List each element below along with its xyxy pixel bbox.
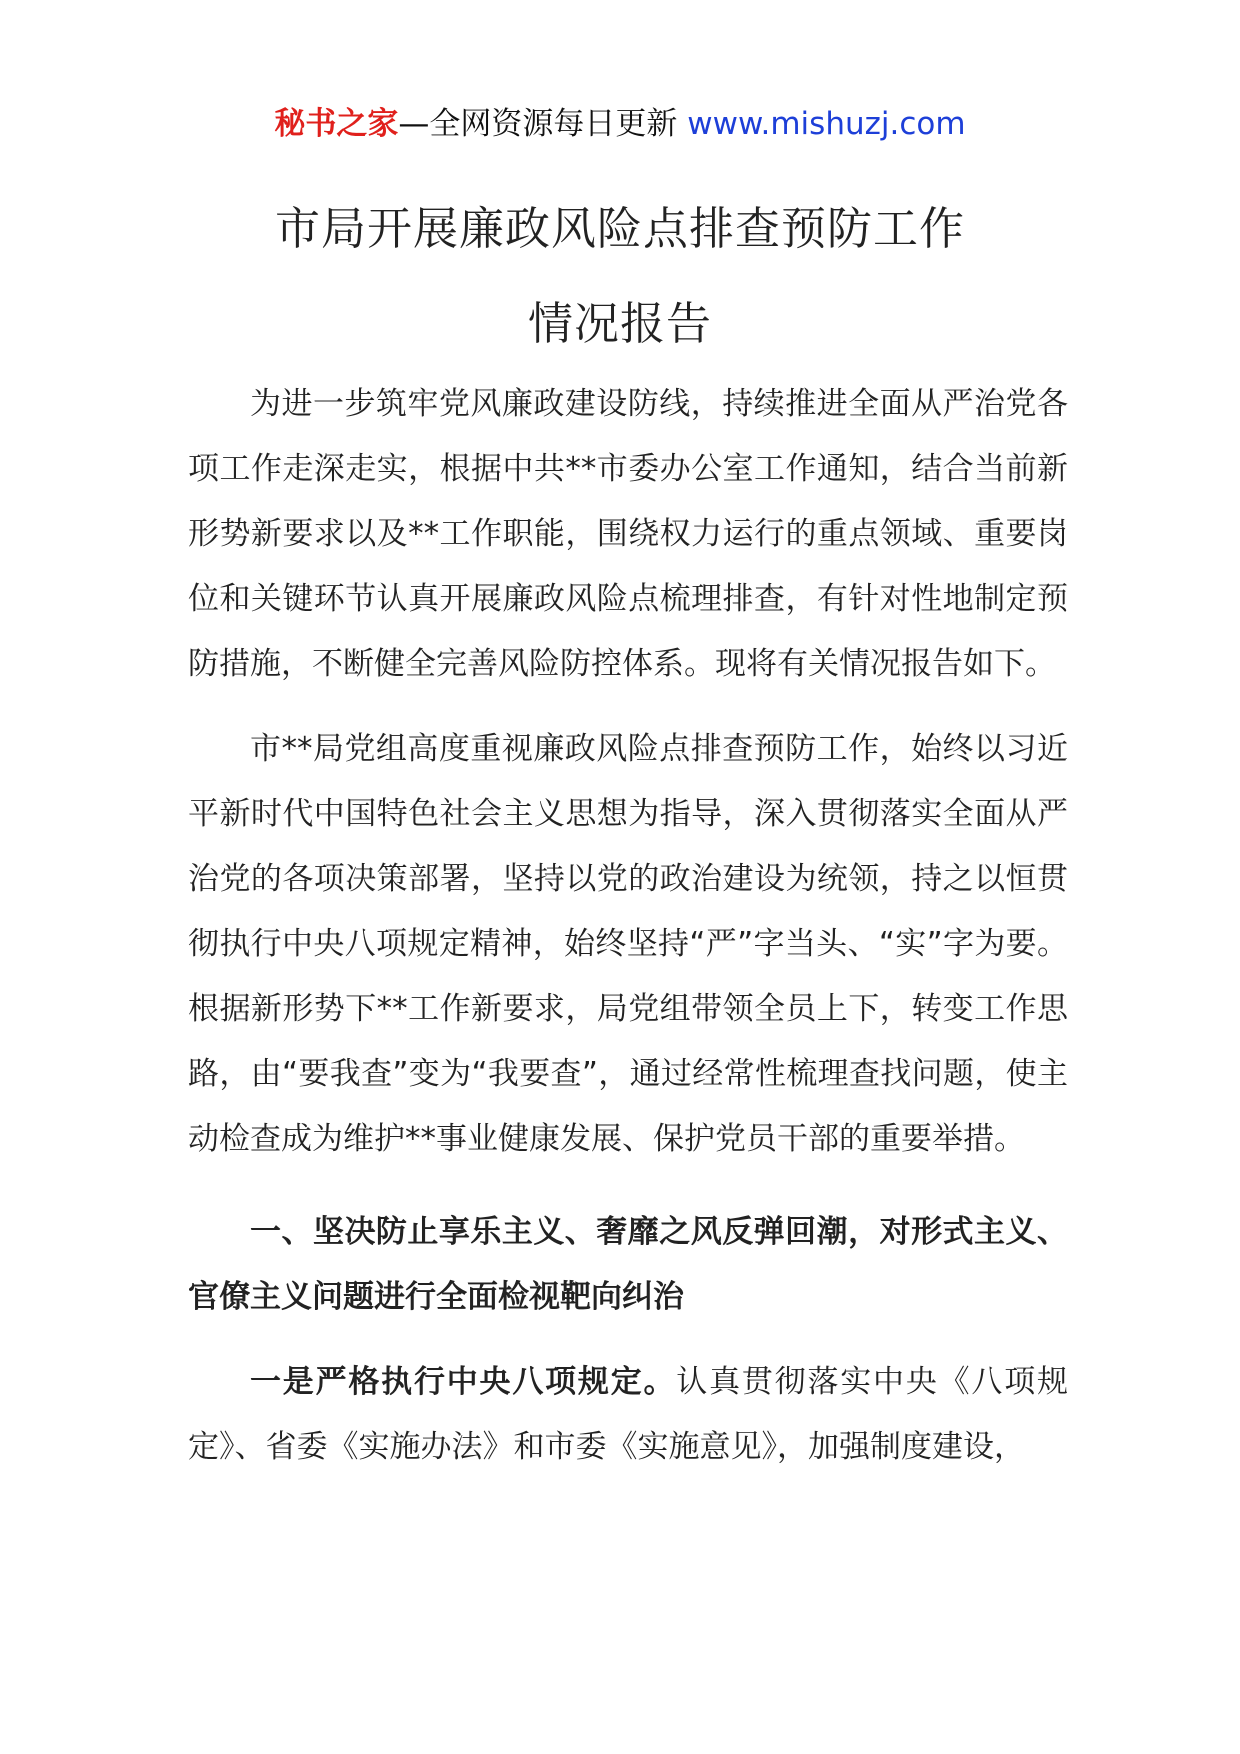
document-title-line-1: 市局开展廉政风险点排查预防工作 [274, 202, 965, 255]
section-heading: 一、坚决防止享乐主义、奢靡之风反弹回潮，对形式主义、官僚主义问题进行全面检视靶向纠治 [188, 1214, 1068, 1315]
body-paragraph-2: 市**局党组高度重视廉政风险点排查预防工作，始终以习近平新时代中国特色社会主义思想为指导，深入贯彻落实全面从严治党的各项决策部署，坚持以党的政治建设为统领，持之以恒贯彻执行中央八项规定精神，始终坚持“严”字当头、“实”字为要。根据新形势下**工作新要求，局党组带领全员上下，转变工作思路，由“要我查”变为“我要查”，通过经常性梳理查找问题，使主动检查成为维护**事业健康发展、保护党员干部的重要举措。 [188, 731, 1068, 1157]
site-url-link[interactable]: www.mishuzj.com [687, 106, 966, 142]
item-paragraph-1 [188, 1350, 1068, 1480]
body-paragraph-1: 为进一步筑牢党风廉政建设防线，持续推进全面从严治党各项工作走深走实，根据中共**市委办公室工作通知，结合当前新形势新要求以及**工作职能，围绕权力运行的重点领域、重要岗位和关键环节认真开展廉政风险点梳理排查，有针对性地制定预防措施，不断健全完善风险防控体系。现将有关情况报告如下。 [188, 386, 1068, 682]
header-tagline: —全网资源每日更新 [398, 106, 678, 142]
item-text: 认真贯彻落实中央《八项规定》、省委《实施办法》和市委《实施意见》，加强制度建设， [188, 1364, 1069, 1465]
item-lead: 一是严格执行中央八项规定。 [250, 1364, 677, 1400]
site-header [0, 102, 1240, 146]
document-title-line-2: 情况报告 [527, 297, 712, 350]
brand-name: 秘书之家 [274, 106, 399, 142]
document-body [188, 372, 1068, 1480]
